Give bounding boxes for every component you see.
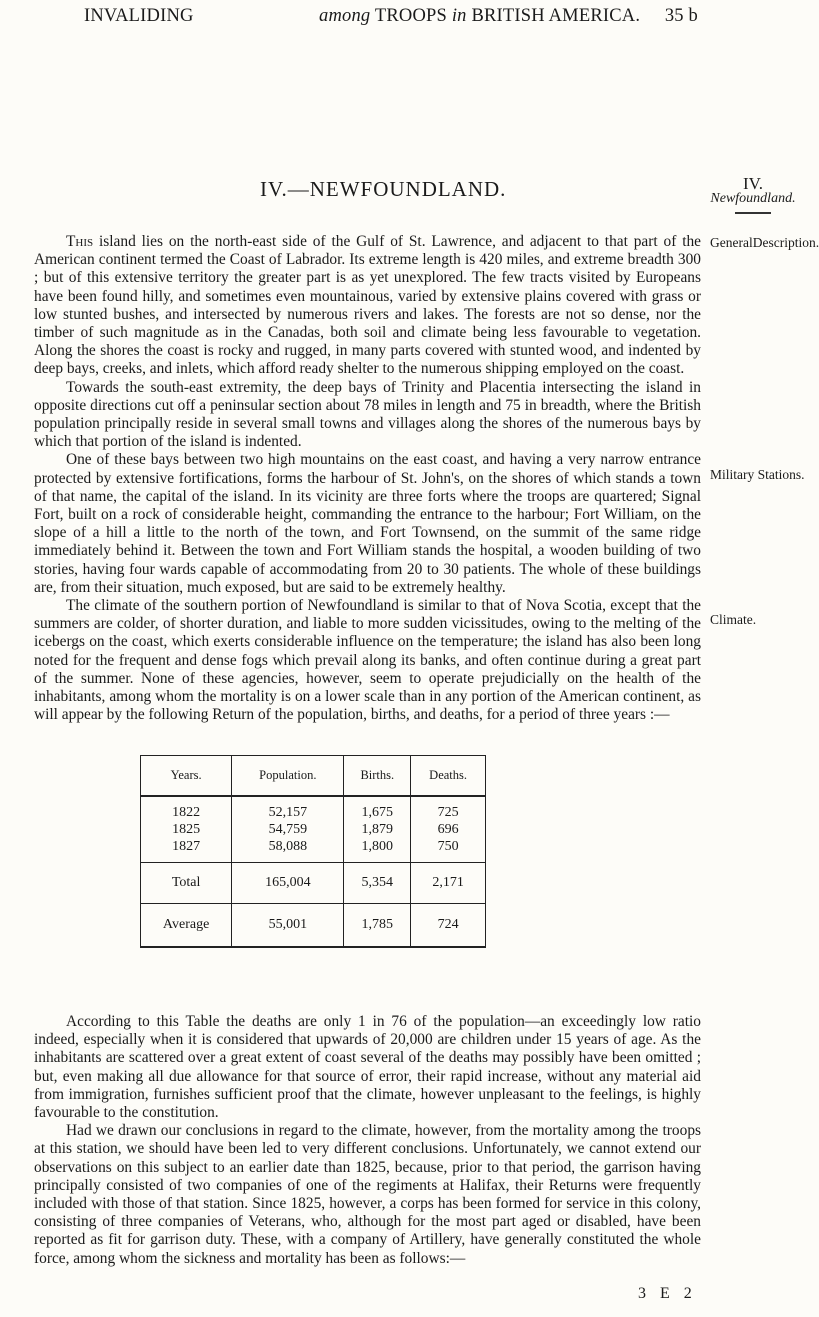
paragraph-general-text: island lies on the north-east side of the Gulf of St. Lawrence, and adjacent to that part of the American continent termed the Coast of Labrador. Its extreme length is 420 miles, and extreme breadth 300 ; but of this extensive territory the greater part is as yet unexplored. The few tracts visited by Europeans have been found hilly, and sometimes even mountainous, varied by extensive plains covered with grass or low stunted bushes, and intersected by numerous rivers and lakes. The forests are not so dense, nor the timber of such magnitude as in the Canadas, both soil and climate being less favourable to vegetation. Along the shores the coast is rocky and rugged, in many parts covered with stunted wood, and indented by deep bays, creeks, and inlets, which afford ready shelter to the numerous shipping employed on the coast.: [34, 233, 701, 378]
paragraph-peninsula: Towards the south-east extremity, the deep bays of Trinity and Placentia intersecting the island in opposite directions cut off a peninsular section about 78 miles in length and 75 in breadth, where the British population principally reside in several small towns and villages along the shores of the numerous bays by which that portion of the island is indented.: [34, 378, 701, 451]
header-births: Births.: [344, 756, 411, 796]
section-title: IV.—NEWFOUNDLAND.: [260, 177, 507, 201]
table-average-row: [141, 903, 486, 947]
margin-note-climate: Climate.: [710, 612, 757, 627]
population-table: [140, 755, 486, 948]
col-population: [232, 796, 344, 863]
text-block-upper: [34, 233, 701, 724]
average-births: 1,785: [344, 903, 411, 947]
header-british-america: BRITISH AMERICA.: [466, 6, 641, 26]
cell-population: 58,088: [268, 838, 308, 854]
cell-births: 1,879: [361, 821, 394, 837]
side-heading: [706, 174, 800, 214]
table-total-row: [141, 862, 486, 903]
cell-deaths: 750: [437, 838, 459, 854]
total-population: 165,004: [232, 862, 344, 903]
side-rule: [735, 212, 771, 214]
header-years: Years.: [141, 756, 232, 796]
cell-year: 1825: [172, 821, 201, 837]
header-troops: TROOPS: [370, 6, 452, 26]
average-population: 55,001: [232, 903, 344, 947]
header-deaths: Deaths.: [411, 756, 486, 796]
table-header-row: [141, 756, 486, 796]
cell-deaths: 696: [437, 821, 459, 837]
margin-note-military: Military Stations.: [710, 467, 805, 482]
cell-year: 1822: [172, 804, 201, 820]
paragraph-military: One of these bays between two high mountains on the east coast, and having a very narrow entrance protected by extensive fortifications, forms the harbour of St. John's, on the shores of which stands a town of that name, the capital of the island. In its vicinity are three forts where the troops are quartered; Signal Fort, built on a rock of considerable height, commanding the entrance to the harbour; Fort William, on the slope of a hill a little to the north of the town, and Fort Townsend, on the summit of the same ridge immediately behind it. Between the town and Fort William stands the hospital, a wooden building of two stories, having four wards capable of accommodating from 20 to 30 patients. The whole of these buildings are, from their situation, much exposed, but are said to be extremely healthy.: [34, 451, 701, 596]
average-deaths: 724: [411, 903, 486, 947]
total-deaths: 2,171: [411, 862, 486, 903]
paragraph-troops: Had we drawn our conclusions in regard to the climate, however, from the mortality among the troops at this station, we should have been led to very different conclusions. Unfortunately, we cannot extend our observations on this subject to an earlier date than 1825, because, prior to that period, the garrison having principally consisted of two companies of one of the regiments at Halifax, their Returns were frequently included with those of that station. Since 1825, however, a corps has been formed for service in this colony, consisting of three companies of Veterans, who, although for the most part aged or disabled, have been reported as fit for garrison duty. These, with a company of Artillery, have generally constituted the whole force, among whom the sickness and mortality has been as follows:—: [34, 1122, 701, 1267]
col-deaths: [411, 796, 486, 863]
header-in: in: [451, 6, 467, 26]
header-left: INVALIDING: [84, 6, 194, 26]
total-label: Total: [141, 862, 232, 903]
paragraph-general: [34, 233, 701, 379]
header-among: among: [319, 6, 371, 26]
cell-deaths: 725: [437, 804, 459, 820]
paragraph-climate: The climate of the southern portion of Newfoundland is similar to that of Nova Scotia, except that the summers are colder, of shorter duration, and liable to more sudden vicissitudes, owing to the melting of the icebergs on the coast, which exerts considerable influence on the temperature; the island has also been long noted for the frequent and dense fogs which prevail along its banks, and often continue during a great part of the summer. None of these agencies, however, seem to operate prejudicially on the health of the inhabitants, among whom the mortality is on a lower scale than in any portion of the American continent, as will appear by the following Return of the population, births, and deaths, for a period of three years :—: [34, 597, 701, 724]
page-number: 35 b: [664, 6, 698, 26]
header-middle: [319, 6, 640, 27]
drop-word: This: [66, 233, 94, 250]
header-population: Population.: [232, 756, 344, 796]
table-year-rows: [141, 796, 486, 863]
side-roman-numeral: IV.: [743, 174, 763, 193]
margin-note-general: GeneralDescription.: [710, 235, 819, 250]
col-years: [141, 796, 232, 863]
paragraph-table-commentary: According to this Table the deaths are only 1 in 76 of the population—an exceedingly low ratio indeed, especially when it is considered that upwards of 20,000 are children under 15 years of age. As the inhabitants are scattered over a great extent of coast several of the deaths may possibly have been omitted ; but, even making all due allowance for that source of error, their rapid increase, without any material aid from immigration, furnishes sufficient proof that the climate, however unpleasant to the feelings, is highly favourable to the constitution.: [34, 1013, 701, 1122]
cell-births: 1,800: [361, 838, 394, 854]
cell-year: 1827: [172, 838, 201, 854]
col-births: [344, 796, 411, 863]
total-births: 5,354: [344, 862, 411, 903]
cell-births: 1,675: [361, 804, 394, 820]
cell-population: 52,157: [268, 804, 308, 820]
side-place-name: Newfoundland.: [710, 191, 796, 206]
average-label: Average: [141, 903, 232, 947]
text-block-lower: [34, 1013, 701, 1268]
cell-population: 54,759: [268, 821, 308, 837]
signature-mark: 3 E 2: [638, 1285, 697, 1302]
